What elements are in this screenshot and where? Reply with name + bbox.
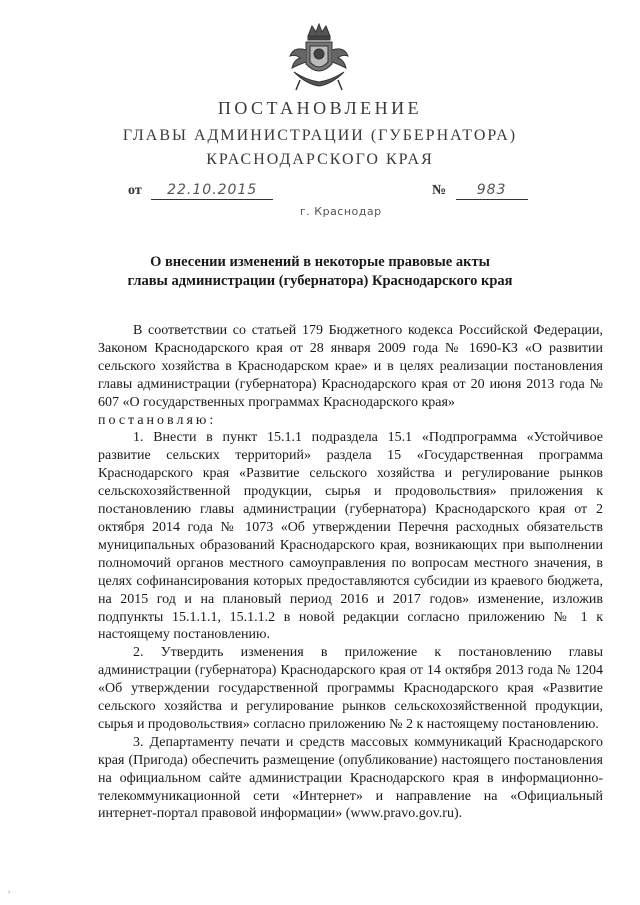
item-2-paragraph: 2. Утвердить изменения в приложение к постановлению главы администрации (губернатора) Краснодарского края от 14 октября 2013 года № 1204 «Об утверждении государственной программы Краснодарского края «Развитие сельского хозяйства и регулирование рынков сельскохозяйственной продукции, сырья и продовольствия» согласно приложению № 2 к настоящему постановлению.	[98, 645, 603, 732]
document-body	[98, 322, 603, 823]
title-line-2: главы администрации (губернатора) Краснодарского края	[127, 273, 513, 289]
krasnodar-coat-of-arms-icon	[286, 20, 352, 92]
decree-word: постановляю:	[98, 412, 217, 428]
decree-word-paragraph	[98, 412, 603, 430]
item-3-paragraph: 3. Департаменту печати и средств массовых коммуникаций Краснодарского края (Пригода) обеспечить размещение (опубликование) настоящего постановления на официальном сайте администрации Краснодарского края в информационно-телекоммуникационной сети «Интернет» и направление на «Официальный интернет-портал правовой информации» (www.pravo.gov.ru).	[98, 734, 603, 822]
document-title	[0, 253, 640, 291]
date-value: 22.10.2015	[151, 181, 273, 200]
issuing-authority-heading: ГЛАВЫ АДМИНИСТРАЦИИ (ГУБЕРНАТОРА)	[122, 127, 518, 144]
date-requisite	[128, 181, 273, 205]
preamble-text: В соответствии со статьей 179 Бюджетного кодекса Российской Федерации, Законом Краснодарского края от 28 января 2009 года № 1690-КЗ «О развитии сельского хозяйства в Краснодарском крае» и в целях реализации постановления главы администрации (губернатора) Краснодарского края от 20 июня 2013 года № 607 «О государственных программах Краснодарского края»	[98, 323, 603, 410]
page-edge-mark: ,	[8, 884, 11, 894]
title-line-1: О внесении изменений в некоторые правовые акты	[150, 254, 490, 270]
item-1-paragraph: 1. Внести в пункт 15.1.1 подраздела 15.1 «Подпрограмма «Устойчивое развитие сельских территорий» раздела 15 «Государственная программа Краснодарского края «Развитие сельского хозяйства и регулирование рынков сельскохозяйственной продукции, сырья и продовольствия» приложения к постановлению главы администрации (губернатора) Краснодарского края от 2 октября 2014 года № 1073 «Об утверждении Перечня расходных обязательств муниципальных образований Краснодарского края, возникающих при выполнении полномочий органов местного самоуправления по вопросам местного значения, в целях софинансирования которых предоставляются субсидии из краевого бюджета, на 2015 год и на плановый период 2016 и 2017 годов» изменение, изложив подпункты 15.1.1.1, 15.1.1.2 в новой редакции согласно приложению № 1 к настоящему постановлению.	[98, 430, 603, 643]
document-type-heading: ПОСТАНОВЛЕНИЕ	[217, 98, 423, 118]
number-value: 983	[456, 181, 528, 200]
number-label: №	[432, 183, 447, 198]
region-heading: КРАСНОДАРСКОГО КРАЯ	[206, 151, 434, 168]
city-label: г. Краснодар	[300, 205, 382, 218]
date-label: от	[128, 183, 142, 198]
number-requisite	[432, 181, 528, 205]
preamble-paragraph	[98, 322, 603, 412]
